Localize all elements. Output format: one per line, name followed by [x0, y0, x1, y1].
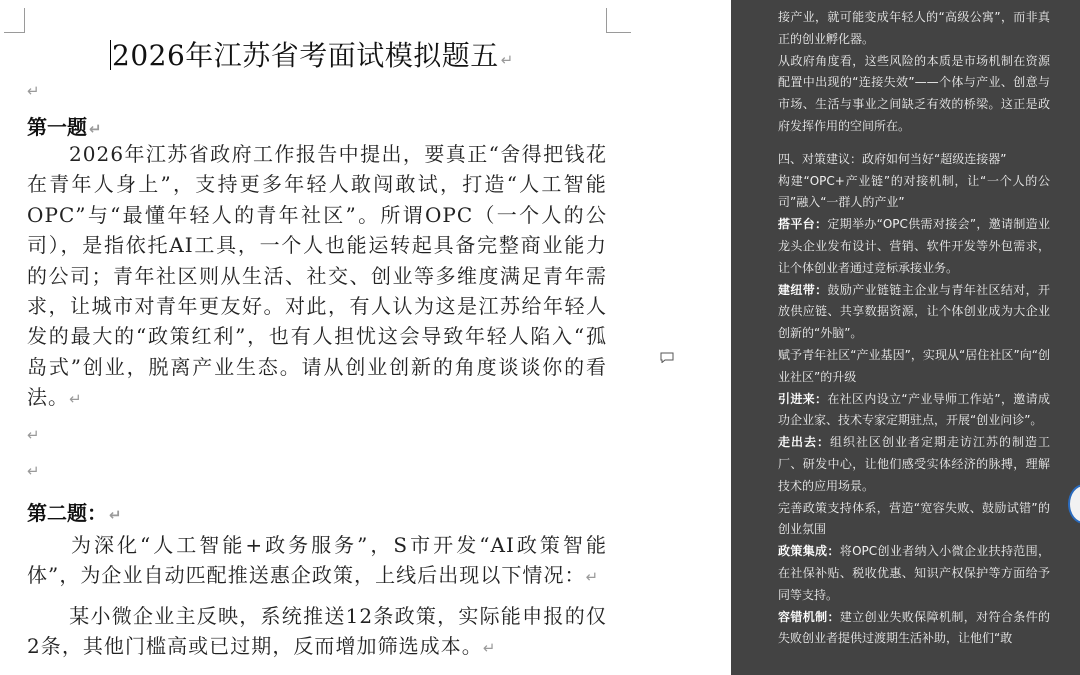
question-2-heading[interactable] [27, 497, 122, 526]
panel-subheading: 完善政策支持体系，营造“宽容失败、鼓励试错”的创业氛围 [778, 500, 1050, 537]
question-2-heading-text: 第二题： [27, 501, 107, 525]
panel-item-text: 组织社区创业者定期走访江苏的制造工厂、研发中心，让他们感受实体经济的脉搏，理解技术的应用场景。 [778, 435, 1050, 493]
panel-gap [778, 138, 1050, 149]
text-cursor [110, 40, 111, 70]
panel-content [778, 7, 1050, 650]
empty-paragraph[interactable]: ↵ [27, 82, 40, 100]
panel-list-item [778, 541, 1050, 606]
empty-paragraph[interactable]: ↵ [27, 426, 40, 444]
panel-item-text: 鼓励产业链链主企业与青年社区结对，开放供应链、共享数据资源，让个体创业成为大企业创新的“外脑”。 [778, 282, 1050, 341]
paragraph-mark: ↵ [585, 568, 600, 587]
empty-paragraph[interactable]: ↵ [27, 462, 40, 480]
question-2-paragraph-1-text: 为深化“人工智能+政务服务”，S市开发“AI政策智能体”，为企业自动匹配推送惠企政策，上线后出现以下情况： [27, 533, 607, 588]
panel-paragraph: 接产业，就可能变成年轻人的“高级公寓”，而非真正的创业孵化器。 [778, 10, 1050, 46]
panel-item-label: 政策集成： [778, 544, 840, 559]
question-1-body[interactable] [27, 139, 607, 415]
panel-list-item [778, 214, 1050, 279]
panel-item-text: 定期举办“OPC供需对接会”，邀请制造业龙头企业发布设计、营销、软件开发等外包需求，让个体创业者通过竞标承接业务。 [778, 217, 1050, 275]
margin-corner-top-left [4, 8, 25, 33]
panel-section-heading: 四、对策建议：政府如何当好“超级连接器” [778, 151, 1007, 166]
paragraph-mark: ↵ [500, 51, 514, 69]
panel-subheading: 构建“OPC+产业链”的对接机制，让“一个人的公司”融入“一群人的产业” [778, 173, 1050, 210]
panel-item-label: 建纽带： [778, 282, 828, 297]
panel-item-text: 在社区内设立“产业导师工作站”，邀请成功企业家、技术专家定期驻点，开展“创业问诊”。 [778, 391, 1050, 428]
document-title-text: 2026年江苏省考面试模拟题五 [112, 39, 499, 72]
question-2-paragraph-2[interactable] [27, 601, 607, 664]
paragraph-mark: ↵ [69, 390, 83, 409]
comment-icon[interactable] [660, 352, 674, 363]
margin-corner-top-right [606, 8, 631, 33]
question-2-paragraph-1[interactable] [27, 530, 607, 593]
panel-item-label: 引进来： [778, 391, 828, 406]
paragraph-mark: ↵ [89, 120, 102, 138]
paragraph-mark: ↵ [109, 506, 122, 524]
panel-list-item [778, 607, 1050, 651]
panel-subheading: 赋予青年社区“产业基因”，实现从“居住社区”向“创业社区”的升级 [778, 347, 1050, 384]
panel-item-label: 搭平台： [778, 217, 828, 232]
question-2-paragraph-2-text: 某小微企业主反映，系统推送12条政策，实际能申报的仅2条，其他门槛高或已过期，反而增加筛选成本。 [27, 604, 607, 659]
panel-item-label: 走出去： [778, 435, 830, 450]
panel-paragraph: 从政府角度看，这些风险的本质是市场机制在资源配置中出现的“连接失效”——个体与产业、创意与市场、生活与事业之间缺乏有效的桥梁。这正是政府发挥作用的空间所在。 [778, 53, 1050, 133]
panel-list-item [778, 280, 1050, 345]
panel-item-text: 建立创业失败保障机制，对符合条件的失败创业者提供过渡期生活补助，让他们“敢 [778, 609, 1050, 646]
panel-list-item [778, 432, 1050, 497]
panel-list-item [778, 389, 1050, 433]
question-1-body-text: 2026年江苏省政府工作报告中提出，要真正“舍得把钱花在青年人身上”，支持更多年轻人敢闯敢试，打造“人工智能OPC”与“最懂年轻人的青年社区”。所谓OPC（一个人的公司），是指依托AI工具，一个人也能运转起具备完整商业能力的公司；青年社区则从生活、社交、创业等多维度满足青年需求，让城市对青年更友好。对此，有人认为这是江苏给年轻人发的最大的“政策红利”，也有人担忧这会导致年轻人陷入“孤岛式”创业，脱离产业生态。请从创业创新的角度谈谈你的看法。 [27, 142, 607, 410]
panel-item-text: 将OPC创业者纳入小微企业扶持范围，在社保补贴、税收优惠、知识产权保护等方面给予同等支持。 [778, 544, 1050, 602]
panel-item-label: 容错机制： [778, 609, 840, 624]
paragraph-mark: ↵ [482, 639, 497, 658]
question-1-heading[interactable] [27, 111, 102, 140]
document-title[interactable] [110, 34, 540, 74]
question-1-heading-text: 第一题 [27, 115, 87, 139]
assistant-side-panel[interactable] [731, 0, 1080, 675]
